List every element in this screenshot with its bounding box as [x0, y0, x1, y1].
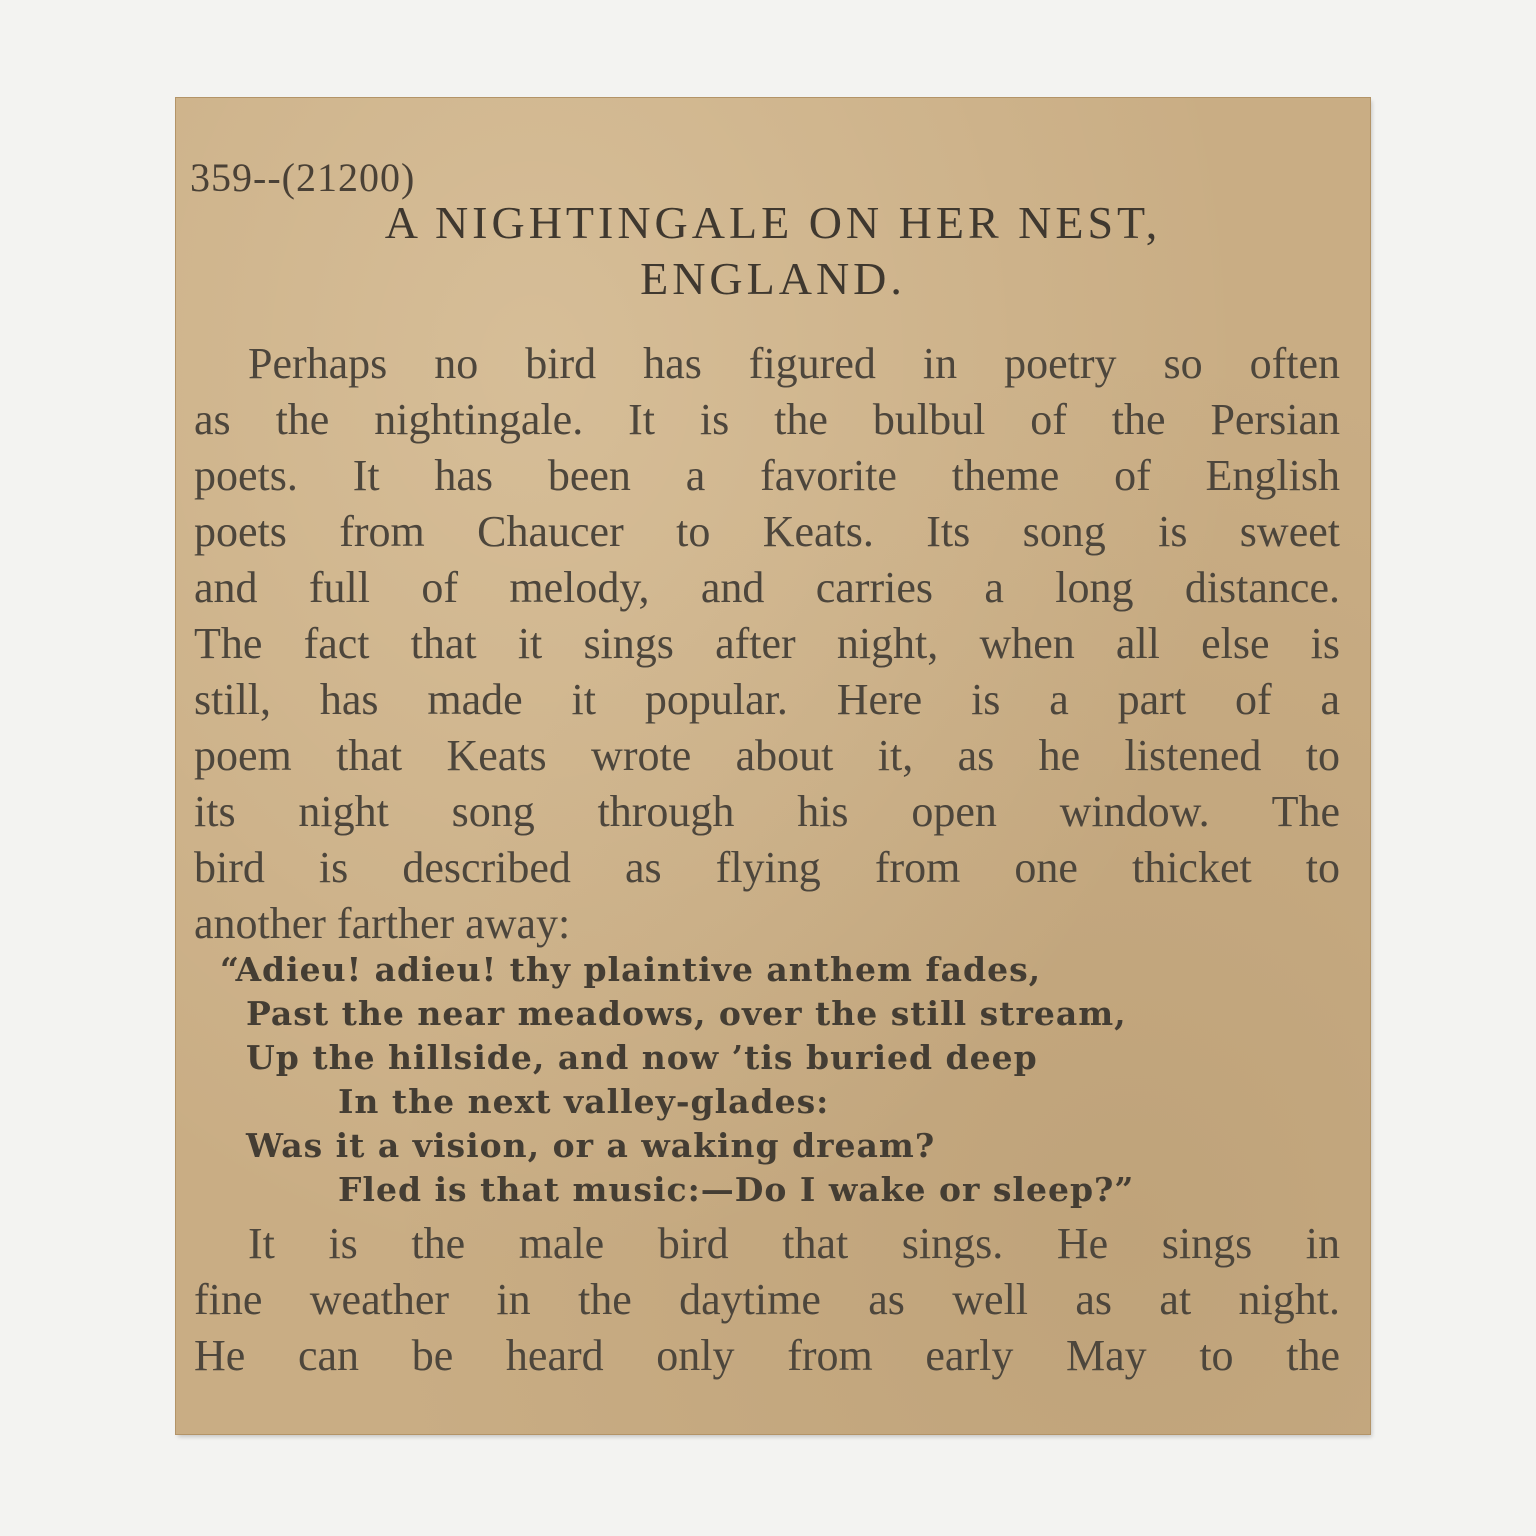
- paragraph-1-line: The fact that it sings after night, when all else is: [194, 619, 1340, 668]
- poem-line: Past the near meadows, over the still stream,: [246, 994, 1127, 1033]
- paragraph-1-line: and full of melody, and carries a long distance.: [194, 563, 1340, 612]
- paragraph-1-line: poem that Keats wrote about it, as he listened to: [194, 731, 1340, 780]
- paragraph-1-line: still, has made it popular. Here is a part of a: [194, 675, 1340, 724]
- paragraph-1-line: poets. It has been a favorite theme of English: [194, 451, 1340, 500]
- poem-line: Fled is that music:—Do I wake or sleep?”: [338, 1170, 1135, 1209]
- paragraph-2-line: fine weather in the daytime as well as at night.: [194, 1275, 1340, 1324]
- paragraph-1-line: as the nightingale. It is the bulbul of the Persian: [194, 395, 1340, 444]
- poem-line: “Adieu! adieu! thy plaintive anthem fades,: [220, 950, 1042, 989]
- paragraph-1-line: Perhaps no bird has figured in poetry so often: [248, 339, 1340, 388]
- paragraph-1-line: another farther away:: [194, 899, 571, 948]
- title-line-1: A NIGHTINGALE ON HER NEST,: [384, 197, 1162, 248]
- paragraph-1-line: bird is described as flying from one thicket to: [194, 843, 1340, 892]
- catalog-number: 359--(21200): [190, 155, 416, 200]
- title-line-2: ENGLAND.: [640, 253, 906, 304]
- paragraph-1-line: its night song through his open window. The: [194, 787, 1340, 836]
- poem-line: Was it a vision, or a waking dream?: [246, 1126, 936, 1165]
- paragraph-2-line: It is the male bird that sings. He sings in: [248, 1219, 1340, 1268]
- paragraph-1-line: poets from Chaucer to Keats. Its song is sweet: [194, 507, 1340, 556]
- poem-line: Up the hillside, and now ’tis buried deep: [246, 1038, 1038, 1077]
- paragraph-2-line: He can be heard only from early May to the: [194, 1331, 1340, 1380]
- poem-line: In the next valley-glades:: [338, 1082, 830, 1121]
- postcard-back: [176, 98, 1370, 1434]
